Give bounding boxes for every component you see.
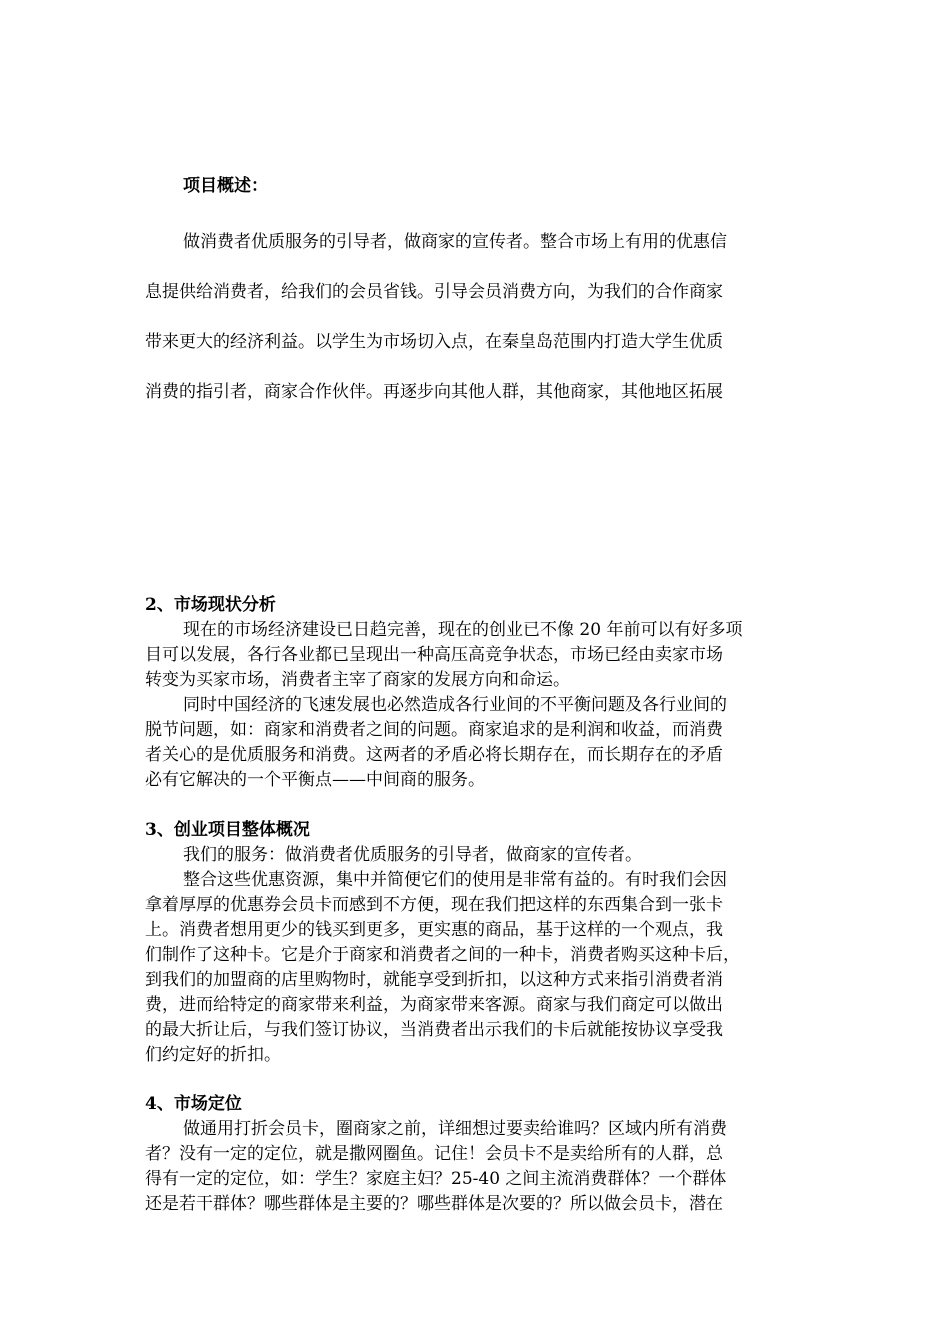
section-paragraph-line: 到我们的加盟商的店里购物时，就能享受到折扣，以这种方式来指引消费者消 — [145, 970, 723, 990]
section-paragraph-line: 现在的市场经济建设已日趋完善，现在的创业已不像 20 年前可以有好多项 — [183, 620, 743, 640]
section-paragraph-line: 我们的服务：做消费者优质服务的引导者，做商家的宣传者。 — [183, 845, 642, 865]
section-paragraph-line: 拿着厚厚的优惠券会员卡而感到不方便，现在我们把这样的东西集合到一张卡 — [145, 895, 723, 915]
intro-heading: 项目概述： — [183, 176, 268, 196]
section-heading-market-positioning: 4、市场定位 — [145, 1094, 242, 1114]
section-paragraph-line: 者关心的是优质服务和消费。这两者的矛盾必将长期存在，而长期存在的矛盾 — [145, 745, 723, 765]
section-paragraph-line: 者？没有一定的定位，就是撒网圈鱼。记住！会员卡不是卖给所有的人群，总 — [145, 1144, 723, 1164]
section-paragraph-line: 的最大折让后，与我们签订协议，当消费者出示我们的卡后就能按协议享受我 — [145, 1020, 723, 1040]
section-paragraph-line: 同时中国经济的飞速发展也必然造成各行业间的不平衡问题及各行业间的 — [183, 695, 727, 715]
section-paragraph-line: 们制作了这种卡。它是介于商家和消费者之间的一种卡，消费者购买这种卡后， — [145, 945, 740, 965]
section-paragraph-line: 必有它解决的一个平衡点——中间商的服务。 — [145, 770, 485, 790]
section-paragraph-line: 上。消费者想用更少的钱买到更多，更实惠的商品，基于这样的一个观点，我 — [145, 920, 723, 940]
section-paragraph-line: 还是若干群体？哪些群体是主要的？哪些群体是次要的？所以做会员卡，潜在 — [145, 1194, 723, 1214]
section-paragraph-line: 整合这些优惠资源，集中并简便它们的使用是非常有益的。有时我们会因 — [183, 870, 727, 890]
section-paragraph-line: 得有一定的定位，如：学生？家庭主妇？25-40 之间主流消费群体？一个群体 — [145, 1169, 727, 1189]
intro-paragraph-line: 消费的指引者，商家合作伙伴。再逐步向其他人群，其他商家，其他地区拓展 — [145, 382, 723, 402]
section-heading-market-status: 2、市场现状分析 — [145, 595, 276, 615]
section-paragraph-line: 们约定好的折扣。 — [145, 1045, 281, 1065]
section-paragraph-line: 费，进而给特定的商家带来利益，为商家带来客源。商家与我们商定可以做出 — [145, 995, 723, 1015]
section-paragraph-line: 脱节问题，如：商家和消费者之间的问题。商家追求的是利润和收益，而消费 — [145, 720, 723, 740]
intro-paragraph-line: 息提供给消费者，给我们的会员省钱。引导会员消费方向，为我们的合作商家 — [145, 282, 723, 302]
section-paragraph-line: 做通用打折会员卡，圈商家之前，详细想过要卖给谁吗？区域内所有消费 — [183, 1119, 727, 1139]
section-paragraph-line: 转变为买家市场，消费者主宰了商家的发展方向和命运。 — [145, 670, 570, 690]
section-paragraph-line: 目可以发展，各行各业都已呈现出一种高压高竞争状态，市场已经由卖家市场 — [145, 645, 723, 665]
section-heading-project-overview: 3、创业项目整体概况 — [145, 820, 310, 840]
intro-paragraph-line: 带来更大的经济利益。以学生为市场切入点，在秦皇岛范围内打造大学生优质 — [145, 332, 723, 352]
intro-paragraph-line: 做消费者优质服务的引导者，做商家的宣传者。整合市场上有用的优惠信 — [183, 232, 727, 252]
